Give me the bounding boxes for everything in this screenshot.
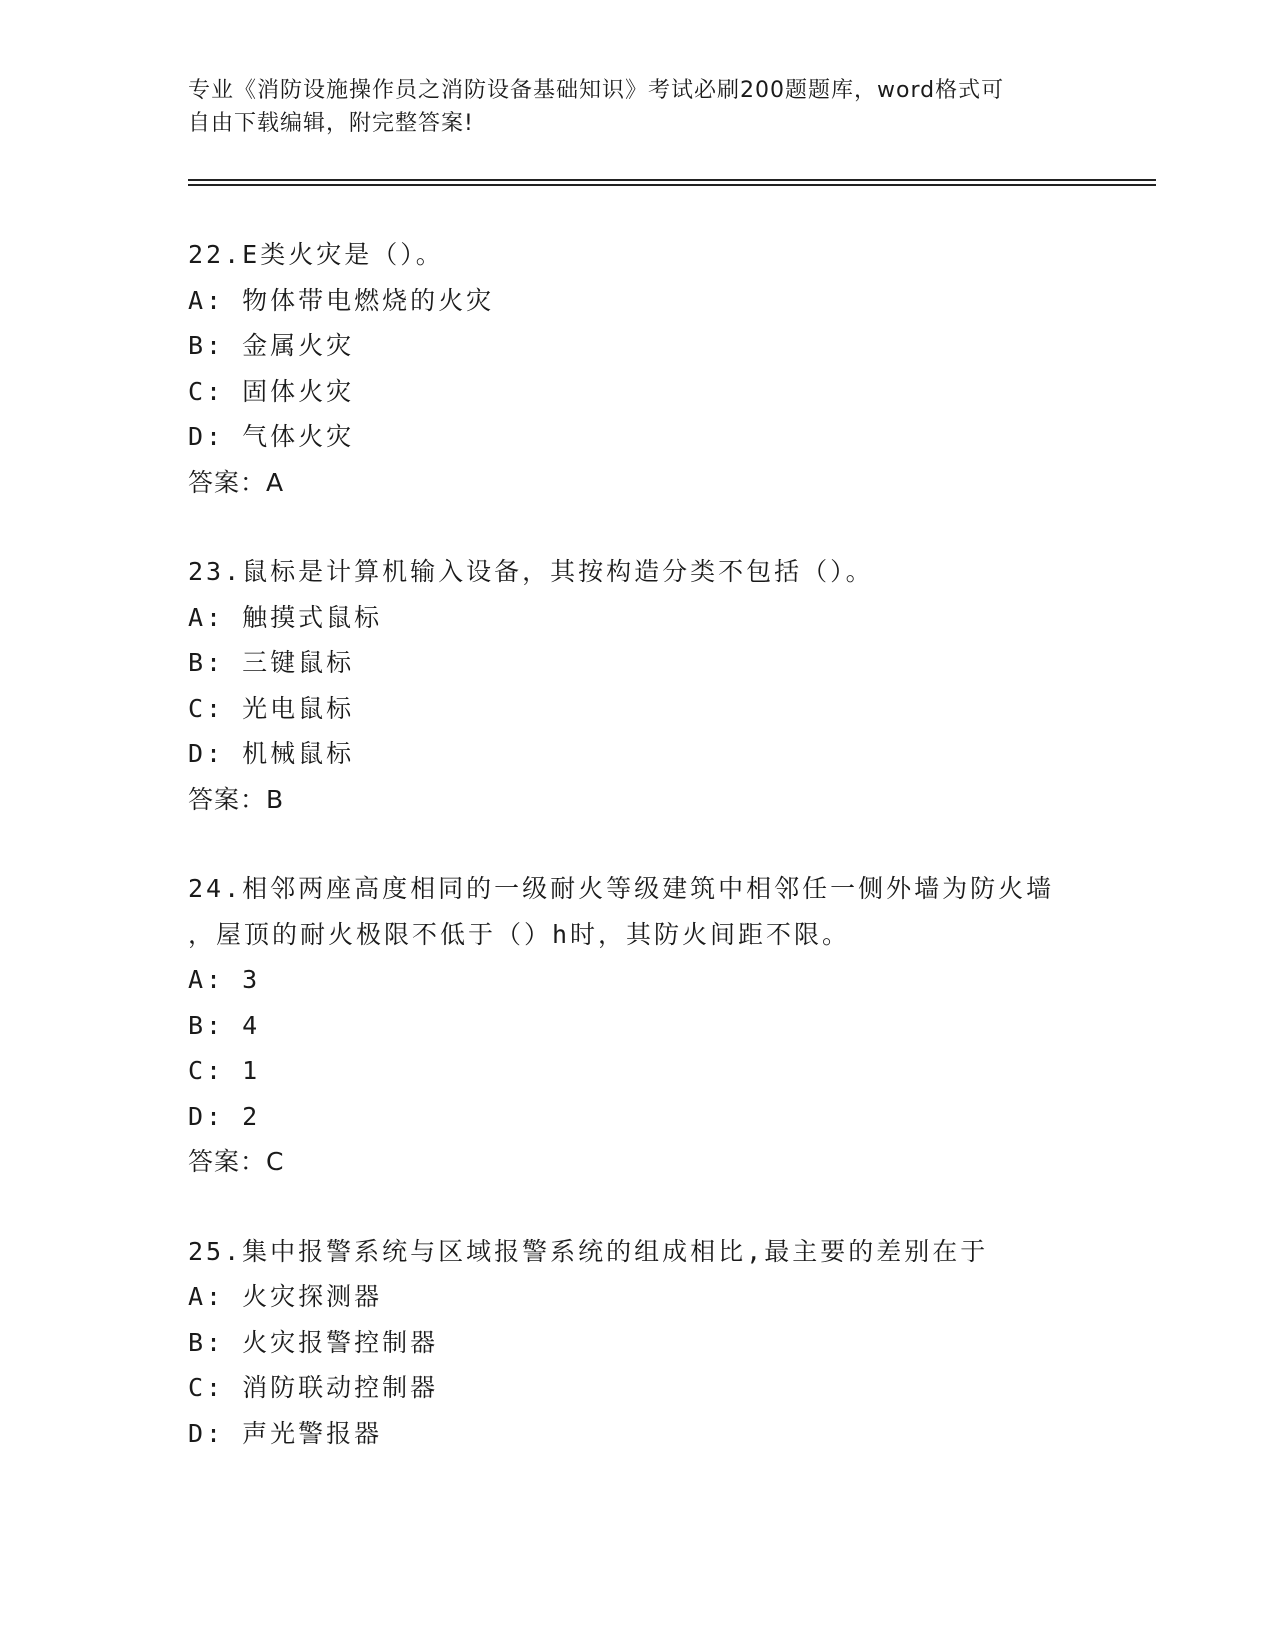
option-a: A: 3 [188, 965, 261, 994]
header-line-1: 专业《消防设施操作员之消防设备基础知识》考试必刷200题题库，word格式可 [188, 78, 1005, 103]
option-b: B: 三键鼠标 [188, 648, 355, 677]
question-stem: 22.E类火灾是（）。 [188, 240, 444, 269]
option-d: D: 机械鼠标 [188, 739, 355, 768]
question-24 [188, 866, 1088, 1185]
option-c: C: 固体火灾 [188, 376, 355, 406]
option-c: C: 消防联动控制器 [188, 1373, 439, 1402]
option-d: D: 气体火灾 [188, 422, 355, 451]
option-b: B: 金属火灾 [188, 331, 355, 360]
header-line-2: 自由下载编辑，附完整答案! [188, 111, 474, 136]
header-divider-top [188, 179, 1156, 181]
option-c: C: 1 [188, 1056, 261, 1085]
question-stem-line-2: ，屋顶的耐火极限不低于（）h时，其防火间距不限。 [188, 919, 851, 949]
question-22 [188, 232, 1088, 505]
question-list [188, 232, 1088, 1500]
question-stem-line-1: 24.相邻两座高度相同的一级耐火等级建筑中相邻任一侧外墙为防火墙 [188, 874, 1055, 903]
question-25 [188, 1229, 1088, 1457]
answer-label: 答案：A [188, 467, 285, 497]
option-b: B: 4 [188, 1010, 261, 1040]
header-divider-bottom [188, 184, 1156, 186]
question-23 [188, 549, 1088, 822]
option-a: A: 物体带电燃烧的火灾 [188, 285, 495, 315]
option-a: A: 火灾探测器 [188, 1282, 383, 1311]
option-a: A: 触摸式鼠标 [188, 602, 383, 632]
document-header [188, 74, 1088, 140]
option-c: C: 光电鼠标 [188, 693, 355, 723]
option-b: B: 火灾报警控制器 [188, 1327, 439, 1357]
option-d: D: 声光警报器 [188, 1418, 383, 1448]
option-d: D: 2 [188, 1101, 261, 1131]
question-stem: 25.集中报警系统与区域报警系统的组成相比,最主要的差别在于 [188, 1236, 989, 1266]
answer-label: 答案：B [188, 784, 285, 814]
answer-label: 答案：C [188, 1147, 285, 1176]
question-stem: 23.鼠标是计算机输入设备，其按构造分类不包括（）。 [188, 557, 874, 586]
